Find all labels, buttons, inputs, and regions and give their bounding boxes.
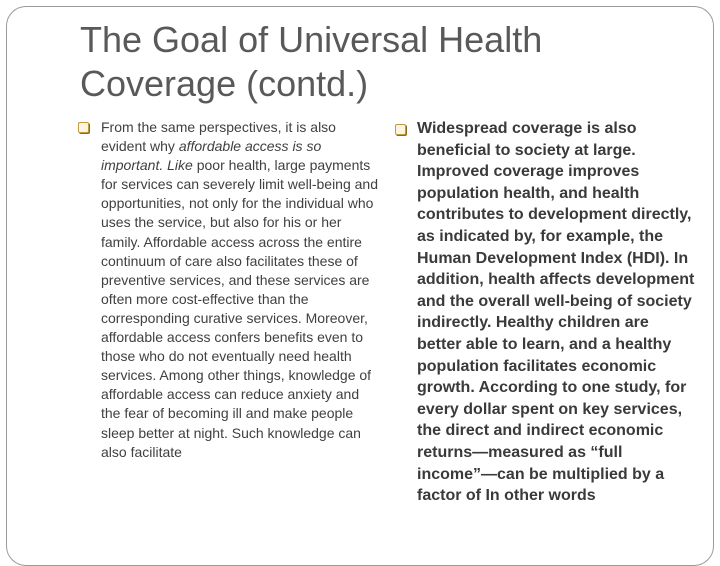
left-column bbox=[78, 118, 378, 540]
right-bullet bbox=[395, 118, 695, 507]
left-text-part-2: poor health, large payments for services can severely limit well-being and opportunities, not only for the individual who uses the service, but also for his or her family. Affordable access across the entire continuum of care also facilitates these of preventive services, and these services are often more cost-effective than the corresponding curative services. Moreover, affordable access confers benefits even to those who do not eventually need health services. Among other things, knowledge of affordable access can reduce anxiety and the fear of becoming ill and make people sleep better at night. Such knowledge can also facilitate bbox=[101, 157, 378, 460]
title-line-1: The Goal of Universal Health bbox=[80, 19, 543, 60]
left-bullet bbox=[78, 118, 378, 462]
left-bullet-text bbox=[101, 118, 378, 462]
left-text-part-1: From the same perspectives, it is also evident why bbox=[101, 119, 336, 155]
left-text-italic: affordable access is so important. Like bbox=[101, 138, 322, 174]
right-bullet-text: Widespread coverage is also beneficial to society at large. Improved coverage improves population health, and health contributes to development directly, as indicated by, for example, the Human Development Index (HDI). In addition, health affects development and the overall well-being of society indirectly. Healthy children are better able to learn, and a healthy population facilitates economic growth. According to one study, for every dollar spent on key services, the direct and indirect economic returns—measured as “full income”—can be multiplied by a factor of In other words bbox=[417, 120, 695, 505]
right-column bbox=[395, 118, 695, 540]
title-line-2: Coverage (contd.) bbox=[80, 63, 369, 104]
square-bullet-icon bbox=[78, 122, 89, 133]
square-bullet-icon bbox=[395, 124, 406, 135]
slide-title bbox=[80, 18, 680, 106]
